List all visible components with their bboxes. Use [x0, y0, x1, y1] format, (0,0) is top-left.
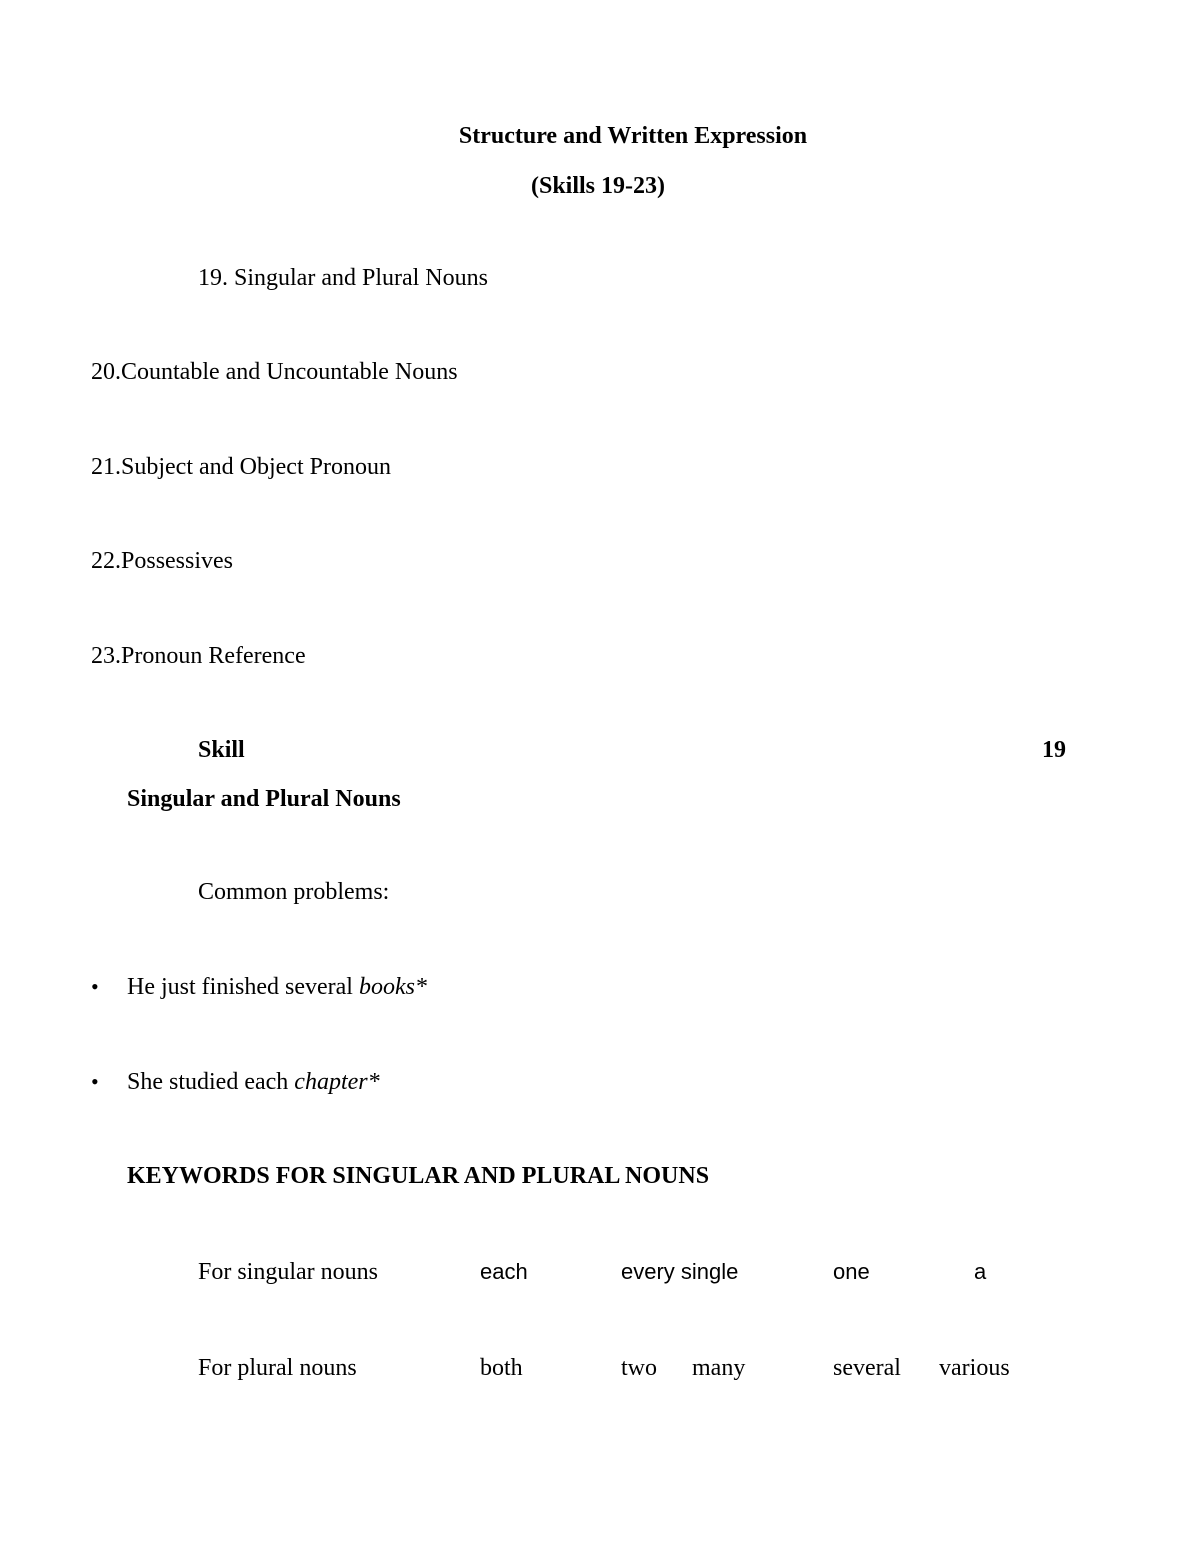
keyword-various: various — [939, 1355, 1010, 1381]
keyword-both: both — [480, 1355, 523, 1381]
outline-item-22: 22.Possessives — [91, 548, 234, 574]
example-emphasis: books* — [358, 974, 427, 1000]
keywords-heading: KEYWORDS FOR SINGULAR AND PLURAL NOUNS — [127, 1163, 710, 1189]
keyword-several: several — [833, 1355, 901, 1381]
outline-item-21: 21.Subject and Object Pronoun — [91, 454, 391, 480]
skill-heading: Singular and Plural Nouns — [127, 786, 401, 812]
skill-word: Skill — [198, 737, 245, 763]
example-text: She studied each — [127, 1069, 295, 1095]
document-title: Structure and Written Expression — [458, 123, 808, 149]
example-sentence — [127, 972, 427, 1002]
keyword-many: many — [692, 1355, 746, 1381]
outline-item-23: 23.Pronoun Reference — [91, 643, 306, 669]
keyword-a: a — [974, 1259, 987, 1284]
outline-item-20: 20.Countable and Uncountable Nouns — [91, 359, 458, 385]
keyword-one: one — [833, 1259, 870, 1284]
singular-row-label: For singular nouns — [198, 1259, 378, 1285]
bullet-icon: • — [91, 1069, 99, 1094]
keyword-every-single: every single — [621, 1259, 739, 1284]
outline-item-19: 19. Singular and Plural Nouns — [198, 265, 488, 291]
keyword-each: each — [480, 1259, 528, 1284]
example-sentence — [127, 1067, 380, 1097]
common-problems-label: Common problems: — [198, 879, 390, 905]
example-emphasis: chapter* — [294, 1069, 380, 1095]
document-subtitle: (Skills 19-23) — [530, 173, 665, 199]
keyword-two: two — [621, 1355, 657, 1381]
example-text: He just finished several — [127, 974, 359, 1000]
bullet-icon: • — [91, 974, 99, 999]
skill-number: 19 — [1042, 737, 1066, 763]
plural-row-label: For plural nouns — [198, 1355, 357, 1381]
